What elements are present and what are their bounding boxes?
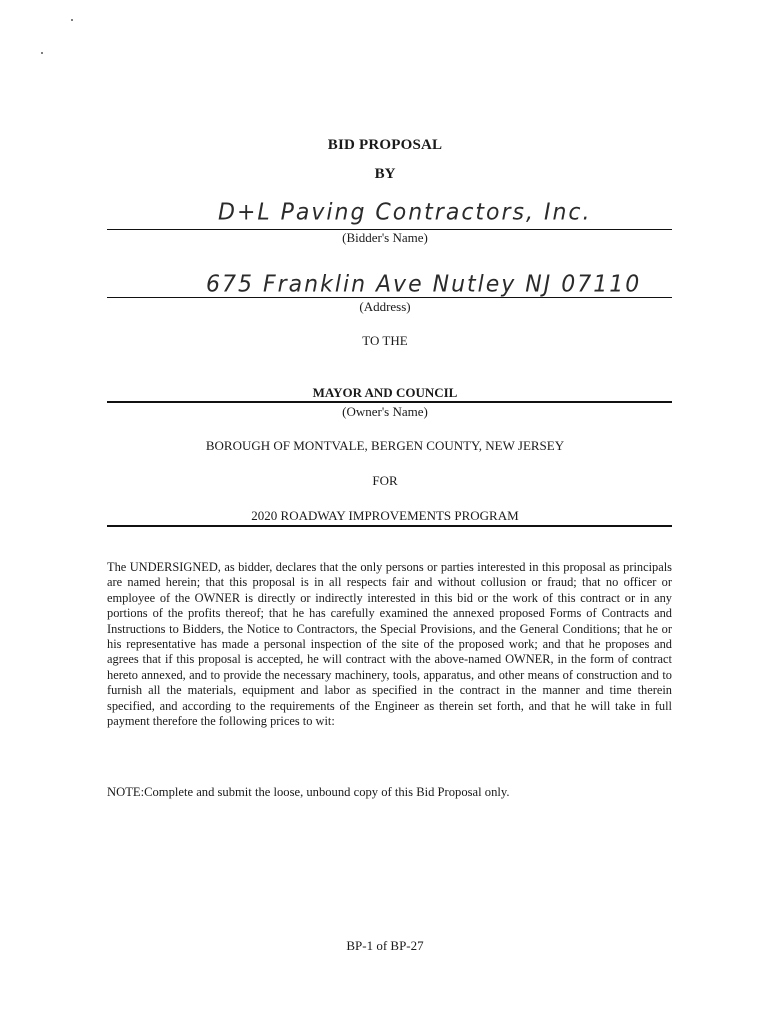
scan-speck	[41, 52, 43, 54]
program-name: 2020 ROADWAY IMPROVEMENTS PROGRAM	[251, 508, 519, 523]
page-number: BP-1 of BP-27	[346, 938, 424, 953]
for-label: FOR	[372, 473, 398, 488]
municipality-label: BOROUGH OF MONTVALE, BERGEN COUNTY, NEW JERSEY	[205, 438, 565, 453]
note-text: NOTE:Complete and submit the loose, unbound copy of this Bid Proposal only.	[107, 785, 510, 799]
bidder-name-handwriting: D+L Paving Contractors, Inc.	[218, 199, 592, 226]
owner-line	[107, 401, 672, 403]
to-the-label: TO THE	[362, 333, 408, 348]
address-line	[107, 297, 672, 298]
declaration-paragraph: The UNDERSIGNED, as bidder, declares that the only persons or parties interested in this proposal as principals are named herein; that this proposal is in all respects fair and without collusion or fraud; that no officer or employee of the OWNER is directly or indirectly interested in this bid or the work of this contract or in any portions of the profits thereof; that he has carefully examined the annexed proposed Forms of Contracts and Instructions to Bidders, the Notice to Contractors, the Special Provisions, and the General Conditions; that he or his representative has made a personal inspection of the site of the proposed work; and that he proposes and agrees that if this proposal is accepted, he will contract with the above-named OWNER, in the form of contract hereto annexed, and to provide the necessary machinery, tools, apparatus, and other means of construction and to furnish all the materials, equipment and labor as specified in the contract in the manner and time therein specified, and according to the requirements of the Engineer as therein set forth, and that he will take in full payment therefore the following prices to wit:	[107, 560, 672, 729]
owner-name: MAYOR AND COUNCIL	[312, 385, 458, 400]
owner-caption: (Owner's Name)	[342, 404, 428, 419]
address-caption: (Address)	[359, 299, 411, 314]
program-line	[107, 525, 672, 527]
bidder-name-caption: (Bidder's Name)	[342, 230, 428, 245]
address-handwriting: 675 Franklin Ave Nutley NJ 07110	[206, 271, 642, 298]
scan-speck	[71, 19, 73, 21]
by-label: BY	[374, 166, 396, 182]
document-title: BID PROPOSAL	[327, 137, 443, 153]
